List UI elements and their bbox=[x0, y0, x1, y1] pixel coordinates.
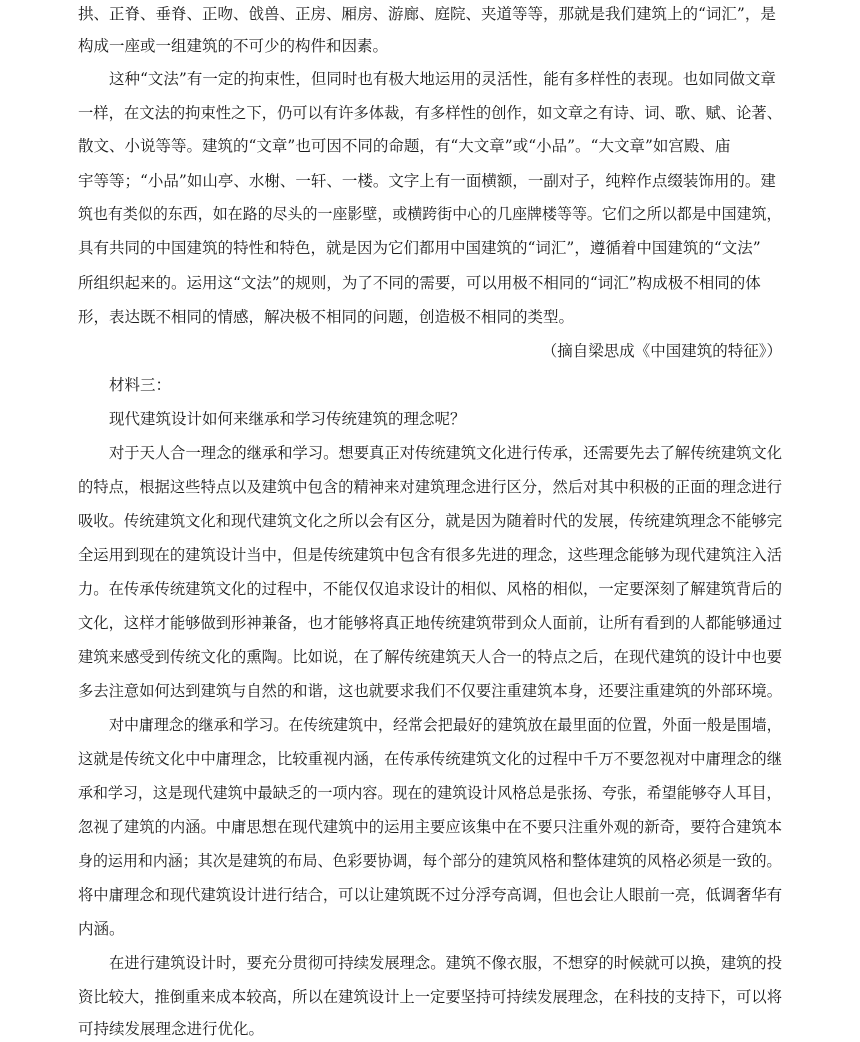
text-line: 一样，在文法的拘束性之下，仍可以有许多体裁，有多样性的创作，如文章之有诗、词、歌、赋、论著、 bbox=[78, 104, 783, 122]
text-line: 这就是传统文化中中庸理念，比较重视内涵，在传承传统建筑文化的过程中千万不要忽视对中庸理念的继 bbox=[78, 750, 783, 768]
text-line: 建筑来感受到传统文化的熏陶。比如说，在了解传统建筑天人合一的特点之后，在现代建筑的设计中也要 bbox=[78, 648, 783, 666]
paragraph-start-line: 对中庸理念的继承和学习。在传统建筑中，经常会把最好的建筑放在最里面的位置，外面一般是围墙， bbox=[109, 716, 782, 734]
text-line: 筑也有类似的东西，如在路的尽头的一座影壁，或横跨街中心的几座牌楼等等。它们之所以都是中国建筑， bbox=[78, 205, 782, 223]
text-line: 力。在传承传统建筑文化的过程中，不能仅仅追求设计的相似、风格的相似，一定要深刻了解建筑背后的 bbox=[78, 580, 783, 598]
text-line: 散文、小说等等。建筑的“文章”也可因不同的命题，有“大文章”或“小品”。“大文章”如宫殿、庙 bbox=[78, 137, 731, 155]
text-line: 形，表达既不相同的情感，解决极不相同的问题，创造极不相同的类型。 bbox=[78, 308, 575, 326]
paragraph-start-line: 在进行建筑设计时，要充分贯彻可持续发展理念。建筑不像衣服，不想穿的时候就可以换，建筑的投 bbox=[109, 954, 783, 972]
text-line: 忽视了建筑的内涵。中庸思想在现代建筑中的运用主要应该集中在不要只注重外观的新奇，要符合建筑本 bbox=[78, 818, 783, 836]
text-line: 身的运用和内涵；其次是建筑的布局、色彩要协调，每个部分的建筑风格和整体建筑的风格必须是一致的。 bbox=[78, 852, 782, 870]
text-line: 内涵。 bbox=[78, 920, 125, 938]
text-line: 多去注意如何达到建筑与自然的和谐，这也就要求我们不仅要注重建筑本身，还要注重建筑的外部环境。 bbox=[78, 682, 783, 700]
text-line: 资比较大，推倒重来成本较高，所以在建筑设计上一定要坚持可持续发展理念，在科技的支持下，可以将 bbox=[78, 988, 783, 1006]
paragraph-start-line: 这种“文法”有一定的拘束性，但同时也有极大地运用的灵活性，能有多样性的表现。也如同做文章 bbox=[109, 70, 776, 88]
text-line: 的特点，根据这些特点以及建筑中包含的精神来对建筑理念进行区分，然后对其中积极的正面的理念进行 bbox=[78, 478, 783, 496]
section-heading: 材料三： bbox=[109, 376, 172, 394]
text-line: 文化，这样才能够做到形神兼备，也才能够将真正地传统建筑带到众人面前，让所有看到的人都能够通过 bbox=[78, 614, 783, 632]
paragraph-start-line: 对于天人合一理念的继承和学习。想要真正对传统建筑文化进行传承，还需要先去了解传统建筑文化 bbox=[109, 444, 783, 462]
text-line: 具有共同的中国建筑的特性和特色，就是因为它们都用中国建筑的“词汇”，遵循着中国建筑的“文法” bbox=[78, 239, 761, 257]
text-line: 全运用到现在的建筑设计当中，但是传统建筑中包含有很多先进的理念，这些理念能够为现代建筑注入活 bbox=[78, 546, 783, 564]
text-line: 所组织起来的。运用这“文法”的规则，为了不同的需要，可以用极不相同的“词汇”构成极不相同的体 bbox=[78, 274, 761, 292]
text-line: 承和学习，这是现代建筑中最缺乏的一项内容。现在的建筑设计风格总是张扬、夸张，希望能够夺人耳目， bbox=[78, 784, 782, 802]
text-line: 可持续发展理念进行优化。 bbox=[78, 1020, 265, 1038]
text-line: 宇等等；“小品”如山亭、水榭、一轩、一楼。文字上有一面横额，一副对子，纯粹作点缀装饰用的。建 bbox=[78, 172, 776, 190]
text-line: 吸收。传统建筑文化和现代建筑文化之所以会有区分，就是因为随着时代的发展，传统建筑理念不能够完 bbox=[78, 512, 783, 530]
citation-source: （摘自梁思成《中国建筑的特征》） bbox=[541, 342, 782, 360]
text-line: 构成一座或一组建筑的不可少的构件和因素。 bbox=[78, 37, 389, 55]
question-line: 现代建筑设计如何来继承和学习传统建筑的理念呢？ bbox=[109, 410, 466, 428]
text-line: 将中庸理念和现代建筑设计进行结合，可以让建筑既不过分浮夸高调，但也会让人眼前一亮，低调奢华有 bbox=[78, 886, 783, 904]
text-line: 拱、正脊、垂脊、正吻、戗兽、正房、厢房、游廊、庭院、夹道等等，那就是我们建筑上的“词汇”，是 bbox=[78, 5, 776, 23]
